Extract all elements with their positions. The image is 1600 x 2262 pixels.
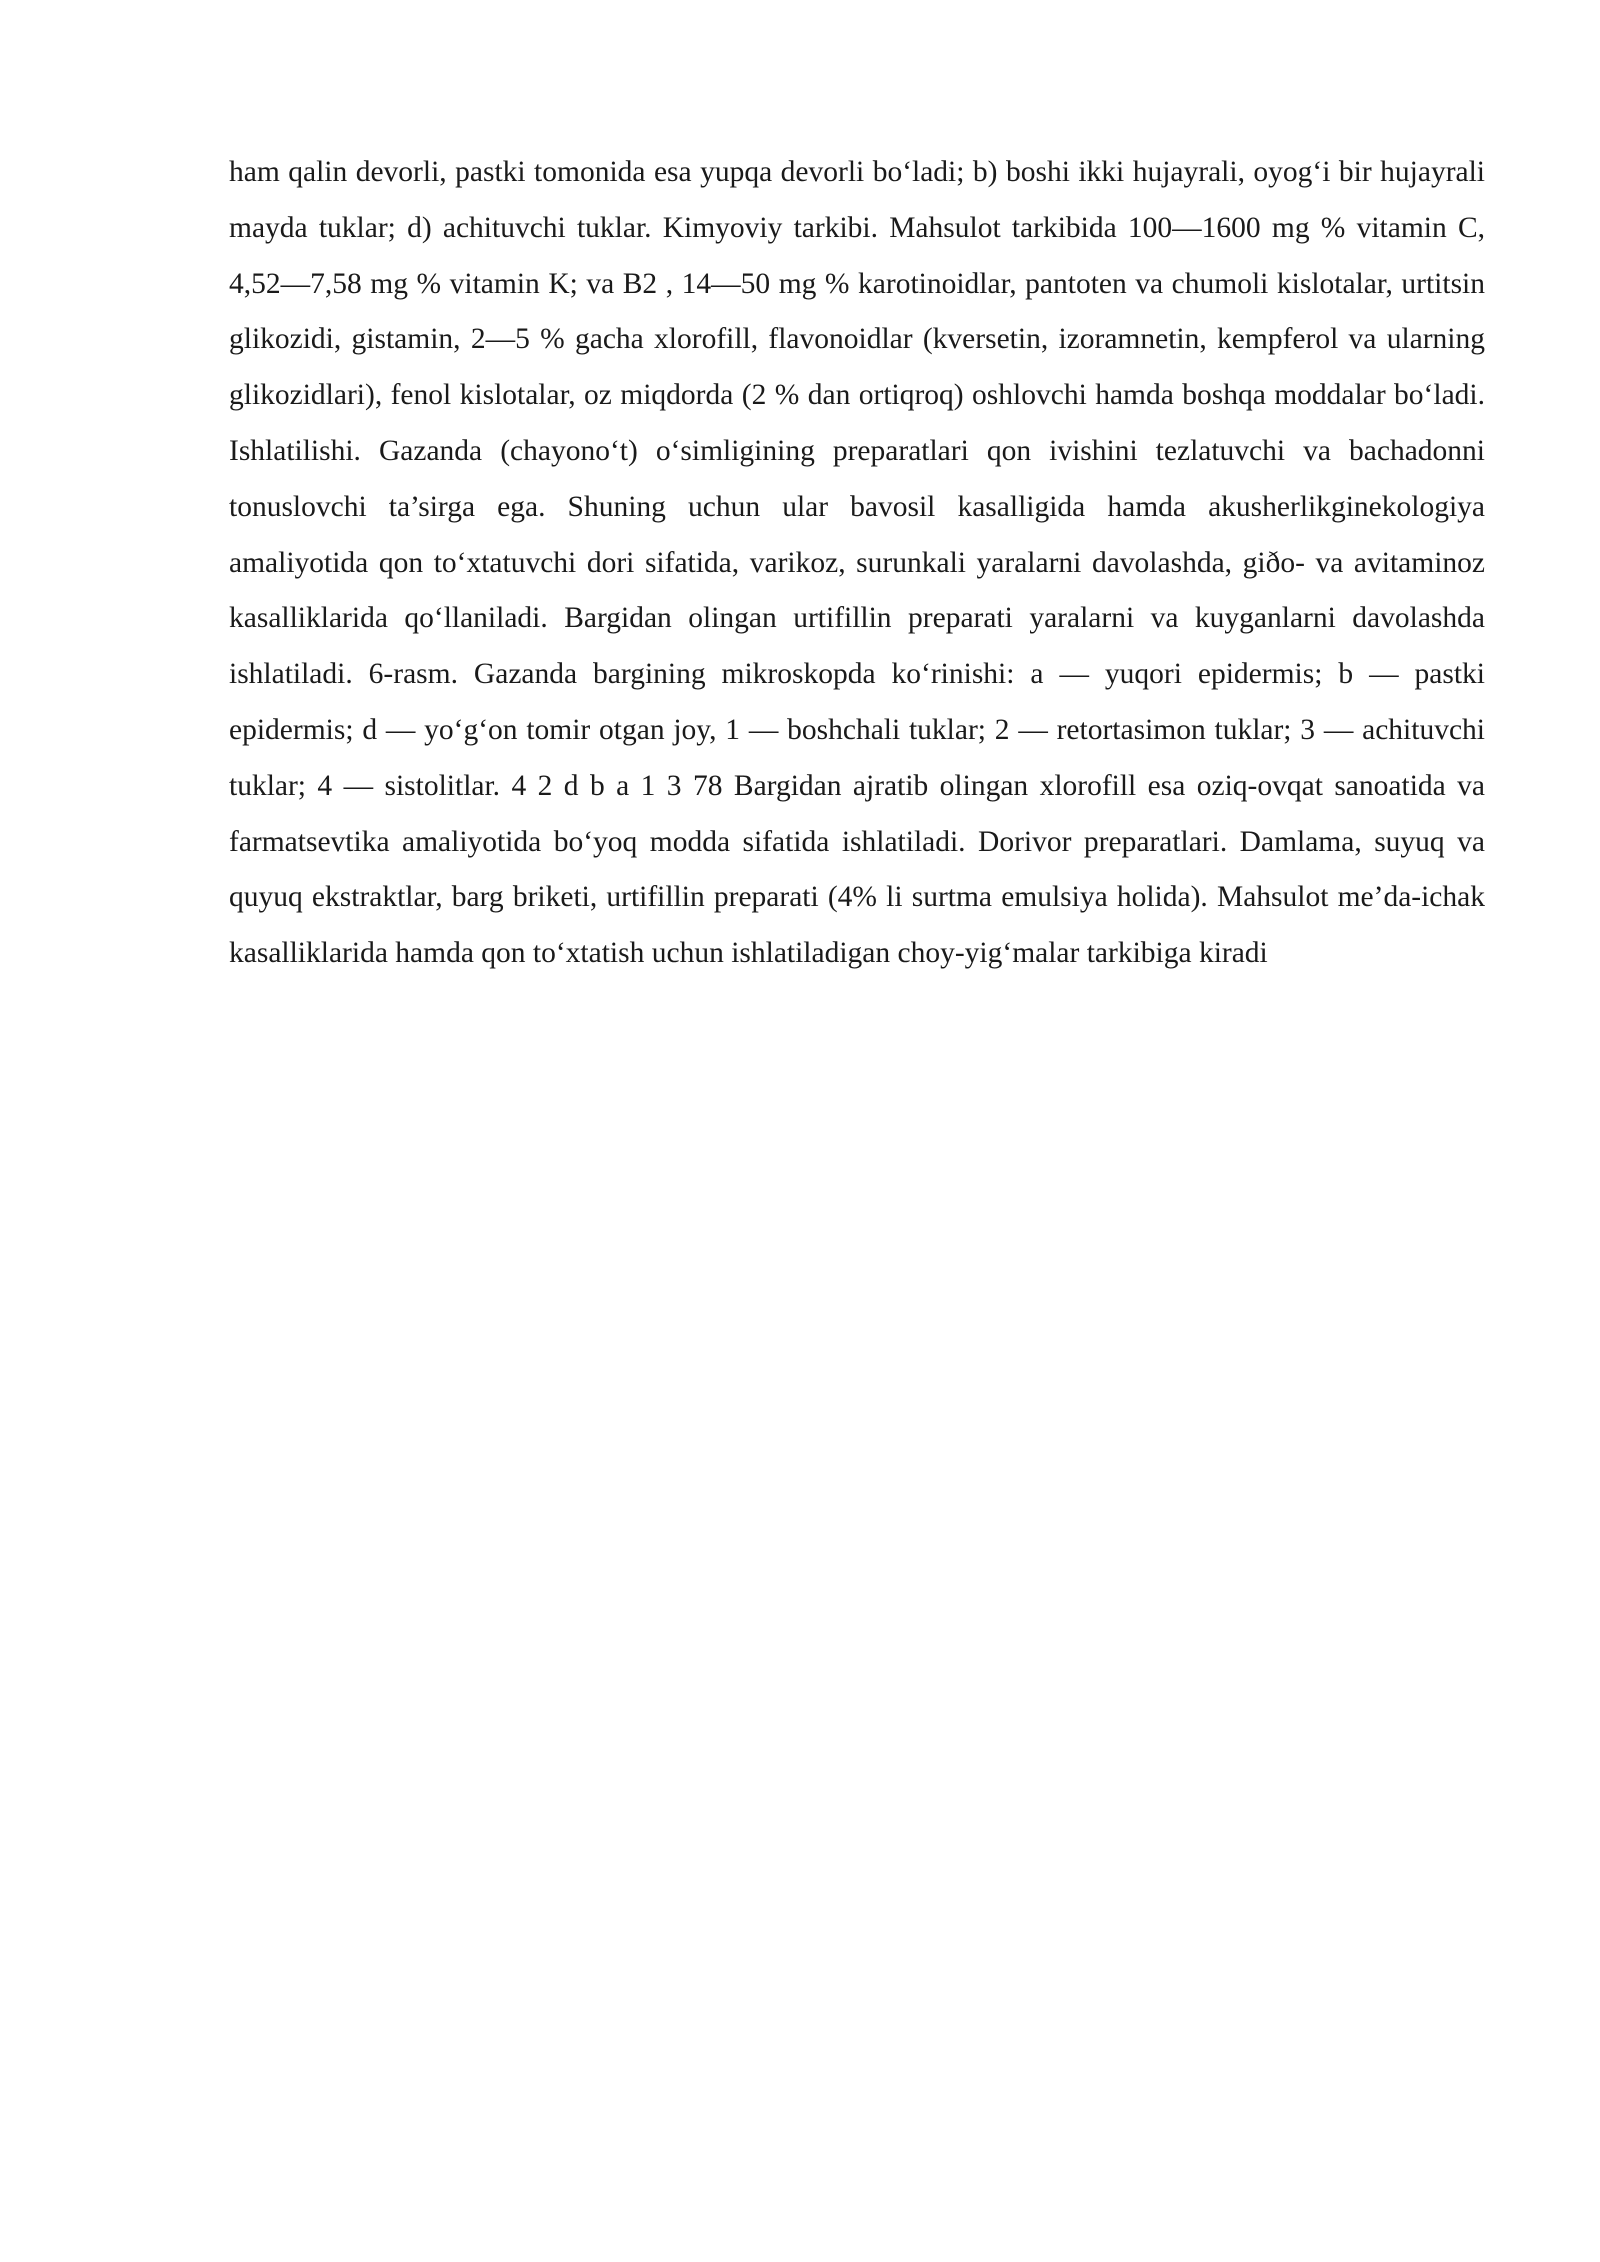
body-paragraph: ham qalin devorli, pastki tomonida esa yupqa devorli bo‘ladi; b) boshi ikki hujayrali, oyog‘i bir hujayrali mayda tuklar; d) achituvchi tuklar. Kimyoviy tarkibi. Mahsulot tarkibida 100—1600 mg % vitamin C, 4,52—7,58 mg % vitamin K; va B2 , 14—50 mg % karotinoidlar, pantoten va chumoli kislotalar, urtitsin glikozidi, gistamin, 2—5 % gacha xlorofill, flavonoidlar (kversetin, izoramnetin, kempferol va ularning glikozidlari), fenol kislotalar, oz miqdorda (2 % dan ortiqroq) oshlovchi hamda boshqa moddalar bo‘ladi. Ishlatilishi. Gazanda (chayono‘t) o‘simligining preparatlari qon ivishini tezlatuvchi va bachadonni tonuslovchi ta’sirga ega. Shuning uchun ular bavosil kasalligida hamda akusherlikginekologiya amaliyotida qon to‘xtatuvchi dori sifatida, varikoz, surunkali yaralarni davolashda, giðo- va avitaminoz kasalliklarida qo‘llaniladi. Bargidan olingan urtifillin preparati yaralarni va kuyganlarni davolashda ishlatiladi. 6-rasm. Gazanda bargining mikroskopda ko‘rinishi: a — yuqori epidermis; b — pastki epidermis; d — yo‘g‘on tomir otgan joy, 1 — boshchali tuklar; 2 — retortasimon tuklar; 3 — achituvchi tuklar; 4 — sistolitlar. 4 2 d b a 1 3 78 Bargidan ajratib olingan xlorofill esa oziq-ovqat sanoatida va farmatsevtika amaliyotida bo‘yoq modda sifatida ishlatiladi. Dorivor preparatlari. Damlama, suyuq va quyuq ekstraktlar, barg briketi, urtifillin preparati (4% li surtma emulsiya holida). Mahsulot me’da-ichak kasalliklarida hamda qon to‘xtatish uchun ishlatiladigan choy-yig‘malar tarkibiga kiradi <box>229 156 1485 970</box>
